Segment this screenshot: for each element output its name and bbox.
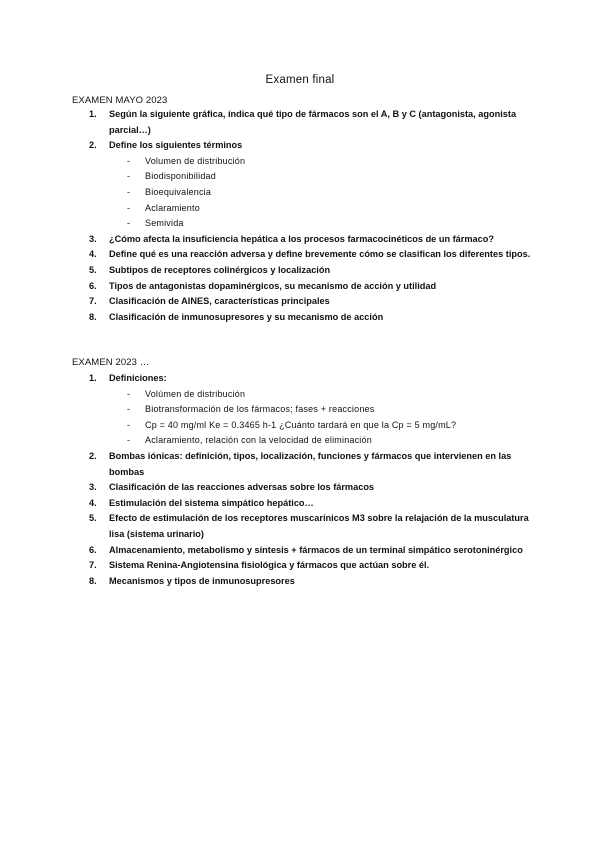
dash-bullet: - [127, 155, 131, 166]
question-item [72, 558, 532, 574]
question-text: Clasificación de AINES, características principales [109, 296, 330, 307]
term-text: Bioequivalencia [145, 186, 212, 197]
definition-item [109, 418, 532, 434]
question-item [72, 294, 532, 310]
document-title: Examen final [265, 74, 335, 86]
question-text: ¿Cómo afecta la insuficiencia hepática a los procesos farmacocinéticos de un fármaco? [109, 233, 494, 244]
question-number: 7. [89, 560, 97, 571]
question-text: Subtipos de receptores colinérgicos y localización [109, 264, 331, 275]
definition-text: Volúmen de distribución [145, 388, 246, 399]
dash-bullet: - [127, 435, 131, 446]
definition-text: Cp = 40 mg/ml Ke = 0.3465 h-1 ¿Cuánto tardará en que la Cp = 5 mg/mL? [145, 419, 457, 430]
question-item [72, 310, 532, 326]
definition-item [109, 433, 532, 449]
question-text: Clasificación de inmunosupresores y su mecanismo de acción [109, 311, 384, 322]
dash-bullet: - [127, 202, 131, 213]
term-item [109, 216, 532, 232]
question-text: Mecanismos y tipos de inmunosupresores [109, 575, 295, 586]
question-number: 8. [89, 311, 97, 322]
definition-text: Aclaramiento, relación con la velocidad de eliminación [145, 435, 372, 446]
exam-heading-mayo-2023: EXAMEN MAYO 2023 [72, 95, 168, 106]
question-item [72, 496, 532, 512]
question-item [72, 371, 532, 449]
question-number: 6. [89, 544, 97, 555]
question-item [72, 480, 532, 496]
question-text: Tipos de antagonistas dopaminérgicos, su mecanismo de acción y utilidad [109, 280, 437, 291]
term-text: Volumen de distribución [145, 155, 246, 166]
question-item [72, 107, 532, 138]
exam-heading-2023: EXAMEN 2023 … [72, 357, 150, 368]
term-text: Semivida [145, 218, 184, 229]
question-text: Efecto de estimulación de los receptores muscarínicos M3 sobre la relajación de la musculatura lisa (sistema urinario) [109, 513, 529, 539]
question-text: Clasificación de las reacciones adversas sobre los fármacos [109, 482, 375, 493]
question-item [72, 232, 532, 248]
question-item [72, 247, 532, 263]
question-number: 6. [89, 280, 97, 291]
term-item [109, 201, 532, 217]
dash-bullet: - [127, 419, 131, 430]
question-text: Bombas iónicas: definición, tipos, localización, funciones y fármacos que intervienen en las bombas [109, 450, 512, 477]
term-text: Aclaramiento [145, 202, 200, 213]
term-item [109, 154, 532, 170]
question-text: Estimulación del sistema simpático hepático… [109, 497, 314, 508]
definition-item [109, 387, 532, 403]
term-text: Biodisponibilidad [145, 171, 216, 182]
question-item [72, 138, 532, 232]
dash-bullet: - [127, 404, 131, 415]
question-number: 3. [89, 482, 97, 493]
question-item [72, 511, 532, 542]
question-number: 8. [89, 575, 97, 586]
question-number: 4. [89, 497, 97, 508]
dash-bullet: - [127, 388, 131, 399]
question-text: Definiciones: [109, 373, 167, 383]
definition-sub-list [109, 387, 532, 449]
question-number: 5. [89, 264, 97, 275]
exam-mayo-2023-question-list [72, 107, 532, 325]
question-number: 5. [89, 513, 97, 524]
definition-item [109, 402, 532, 418]
dash-bullet: - [127, 218, 131, 229]
question-text: Según la siguiente gráfica, índica qué tipo de fármacos son el A, B y C (antagonista, agonista parcial…) [109, 109, 517, 135]
question-item [72, 263, 532, 279]
question-item [72, 574, 532, 590]
dash-bullet: - [127, 186, 131, 197]
question-number: 1. [89, 373, 97, 383]
question-text: Almacenamiento, metabolismo y síntesis + fármacos de un terminal simpático serotoninérgico [109, 544, 523, 555]
question-item [72, 449, 532, 480]
question-number: 4. [89, 249, 97, 260]
term-sub-list [109, 154, 532, 232]
question-item [72, 279, 532, 295]
dash-bullet: - [127, 171, 131, 182]
exam-2023-question-list [72, 371, 532, 589]
question-number: 7. [89, 296, 97, 307]
question-item [72, 543, 532, 559]
question-number: 2. [89, 450, 97, 461]
question-text: Sistema Renina-Angiotensina fisiológica y fármacos que actúan sobre él. [109, 560, 430, 571]
term-item [109, 185, 532, 201]
question-text: Define qué es una reacción adversa y define brevemente cómo se clasifican los diferentes tipos. [109, 249, 531, 260]
question-text: Define los siguientes términos [109, 140, 243, 151]
question-number: 2. [89, 140, 97, 151]
question-number: 1. [89, 109, 97, 119]
question-number: 3. [89, 233, 97, 244]
definition-text: Biotransformación de los fármacos; fases + reacciones [145, 404, 375, 415]
term-item [109, 169, 532, 185]
